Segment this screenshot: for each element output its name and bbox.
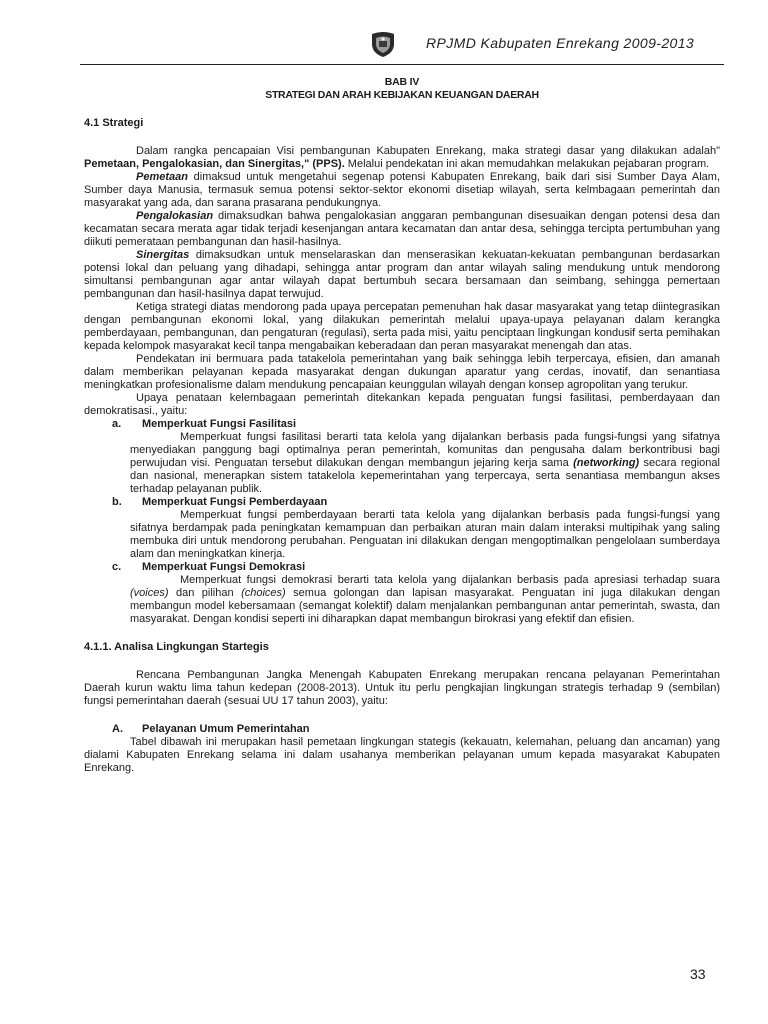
text-part: Memperkuat fungsi fasilitasi berarti tata kelola yang dijalankan berbasis pada fungsi-fungsi yang sifatnya menyediakan panggung bagi optimalnya peran pemerintah, komunitas dan pengusaha dalam berkontribusi bagi perwujudan visi. Penguatan tersebut dilakukan dengan membangun jejaring kerja sama [130, 431, 720, 469]
list-item-title: Memperkuat Fungsi Pemberdayaan [142, 496, 328, 508]
list-item-letter: c. [112, 561, 122, 573]
list-item-text [130, 431, 720, 496]
paragraph-text: dimaksud untuk mengetahui segenap potensi Kabupaten Enrekang, baik dari sisi Sumber Daya Alam, Sumber daya Manusia, termasuk semua potensi sektor-sektor ekonomi disetiap wilayah, serta kelmbagaan pemerintah dan masyarakat yang ada, dan sarana prasarana pendukungnya. [84, 171, 720, 209]
running-title: RPJMD Kabupaten Enrekang 2009-2013 [426, 35, 695, 51]
paragraph-strategy-intro [84, 145, 720, 171]
chapter-title: STRATEGI DAN ARAH KEBIJAKAN KEUANGAN DAERAH [265, 89, 539, 101]
list-item-title: Memperkuat Fungsi Fasilitasi [142, 418, 297, 430]
page-number: 33 [690, 966, 706, 982]
paragraph-table-intro: Tabel dibawah ini merupakan hasil pemetaan lingkungan stategis (kekauatn, kelemahan, peluang dan ancaman) yang dialami Kabupaten Enrekang selama ini dalam usahanya memberikan pelayanan umum kepada masyarakat Kabupaten Enrekang. [84, 736, 720, 774]
list-item-title: Memperkuat Fungsi Demokrasi [142, 561, 306, 573]
paragraph-strategies: Ketiga strategi diatas mendorong pada upaya percepatan pemenuhan hak dasar masyarakat yang tetap diintegrasikan dengan pembangunan ekonomi lokal, yang dilakukan pemerintah melalui upaya-upaya pelayanan dalam kerangka pemberdayaan, pembangunan, dan pengaturan (regulasi), serta pada misi, yaitu penciptaan lingkungan kondusif serta pemihakan kepada kelompok masyarakat kecil tanpa mengabaikan keberadaan dan peran masyarakat menengah dan atas. [84, 301, 720, 352]
header-divider [80, 64, 724, 65]
text-part: Memperkuat fungsi demokrasi berarti tata kelola yang dijalankan berbasis pada apresiasi terhadap suara [180, 574, 720, 586]
paragraph-pengalokasian [84, 210, 720, 249]
list-item-demokrasi [84, 561, 720, 626]
list-item-text [130, 574, 720, 626]
subsection-heading-a [112, 723, 720, 736]
term-pemetaan: Pemetaan [136, 171, 188, 183]
text-part-italic: (voices) [130, 587, 169, 599]
list-item-letter: a. [112, 418, 122, 430]
paragraph-environment: Rencana Pembangunan Jangka Menengah Kabupaten Enrekang merupakan rencana pelayanan Pemerintahan Daerah kurun waktu lima tahun kedepan (2008-2013). Untuk itu perlu pengkajian lingkungan strategis terhadap 9 (sembilan) fungsi pemerintahan daerah (sesuai UU 17 tahun 2003), yaitu: [84, 669, 720, 707]
text-part: semua golongan dan lapisan masyarakat. Penguatan ini juga dilakukan dengan membangun model kebersamaan (semangat kolektif) dalam menjalankan pembangunan antar pemerintah, swasta, dan masyarakat. Dengan kondisi seperti ini diharapkan dapat membangun birokrasi yang efektif dan efisien. [130, 587, 720, 625]
paragraph-text: dimaksudkan bahwa pengalokasian anggaran pembangunan disesuaikan dengan potensi desa dan kecamatan secara merata agar tidak terjadi kesenjangan antara kecamatan dan antar desa, sehingga tercipta pertumbuhan yang diikuti pemerataan pembangunan dan hasil-hasilnya. [84, 210, 720, 248]
text-part-italic: (networking) [573, 457, 640, 469]
paragraph-text: Melalui pendekatan ini akan memudahkan melakukan pejabaran program. [344, 158, 710, 170]
text-part: secara regional dan nasional, menerapkan sistem tatakelola kepemerintahan yang terpercaya, serta senantiasa membangun akses terhadap pelayanan publik. [130, 457, 720, 495]
page-header [80, 28, 724, 62]
subsection-title: Pelayanan Umum Pemerintahan [142, 723, 310, 735]
strategy-pps-term: Pemetaan, Pengalokasian, dan Sinergitas," (PPS). [84, 158, 345, 170]
paragraph-sinergitas [84, 249, 720, 301]
document-body [84, 76, 720, 775]
term-pengalokasian: Pengalokasian [136, 210, 214, 222]
subsection-letter: A. [112, 723, 123, 735]
regency-emblem-icon [370, 30, 396, 58]
list-item-letter: b. [112, 496, 122, 508]
list-item-text: Memperkuat fungsi pemberdayaan berarti tata kelola yang dijalankan berbasis pada fungsi-fungsi yang sifatnya berdampak pada peningkatan kemampuan dan perbaikan aturan main dalam interaksi multipihak yang saling membuka diri untuk mendorong perubahan. Penguatan ini dilakukan dengan mengoptimalkan pengelolaan sumberdaya alam dan meningkatkan kinerja. [130, 509, 720, 560]
paragraph-text: dimaksudkan untuk menselaraskan dan menserasikan kekuatan-kekuatan pembangunan berdasarkan potensi lokal dan peluang yang dihadapi, sehingga antar program dan antar wilayah saling mendukung untuk mendorong simultansi pembangunan agar antar wilayah dapat bertumbuh secara bersamaan dan seimbang, sehingga pemertaan pembangunan dan hasil-hasilnya dapat terwujud. [84, 249, 720, 300]
paragraph-text: Dalam rangka pencapaian Visi pembangunan Kabupaten Enrekang, maka strategi dasar yang dilakukan adalah" [136, 145, 720, 157]
term-sinergitas: Sinergitas [136, 249, 190, 261]
section-heading-4-1-1: 4.1.1. Analisa Lingkungan Startegis [84, 641, 269, 653]
paragraph-institutional: Upaya penataan kelembagaan pemerintah ditekankan kepada penguatan fungsi fasilitasi, pemberdayaan dan demokratisasi., yaitu: [84, 392, 720, 417]
text-part: dan pilihan [168, 587, 242, 599]
paragraph-pemetaan [84, 171, 720, 210]
paragraph-approach: Pendekatan ini bermuara pada tatakelola pemerintahan yang baik sehingga lebih terpercaya, efisien, dan amanah dalam memberikan pelayanan kepada masyarakat dengan dukungan aparatur yang cerdas, inovatif, dan senantiasa meningkatkan profesionalisme dalam mendukung pencapaian keunggulan wilayah dengan konsep agropolitan yang terukur. [84, 353, 720, 391]
list-item-pemberdayaan [84, 496, 720, 561]
section-heading-4-1: 4.1 Strategi [84, 117, 144, 129]
list-item-fasilitasi [84, 418, 720, 496]
text-part-italic: (choices) [241, 587, 286, 599]
chapter-number: BAB IV [384, 76, 420, 88]
